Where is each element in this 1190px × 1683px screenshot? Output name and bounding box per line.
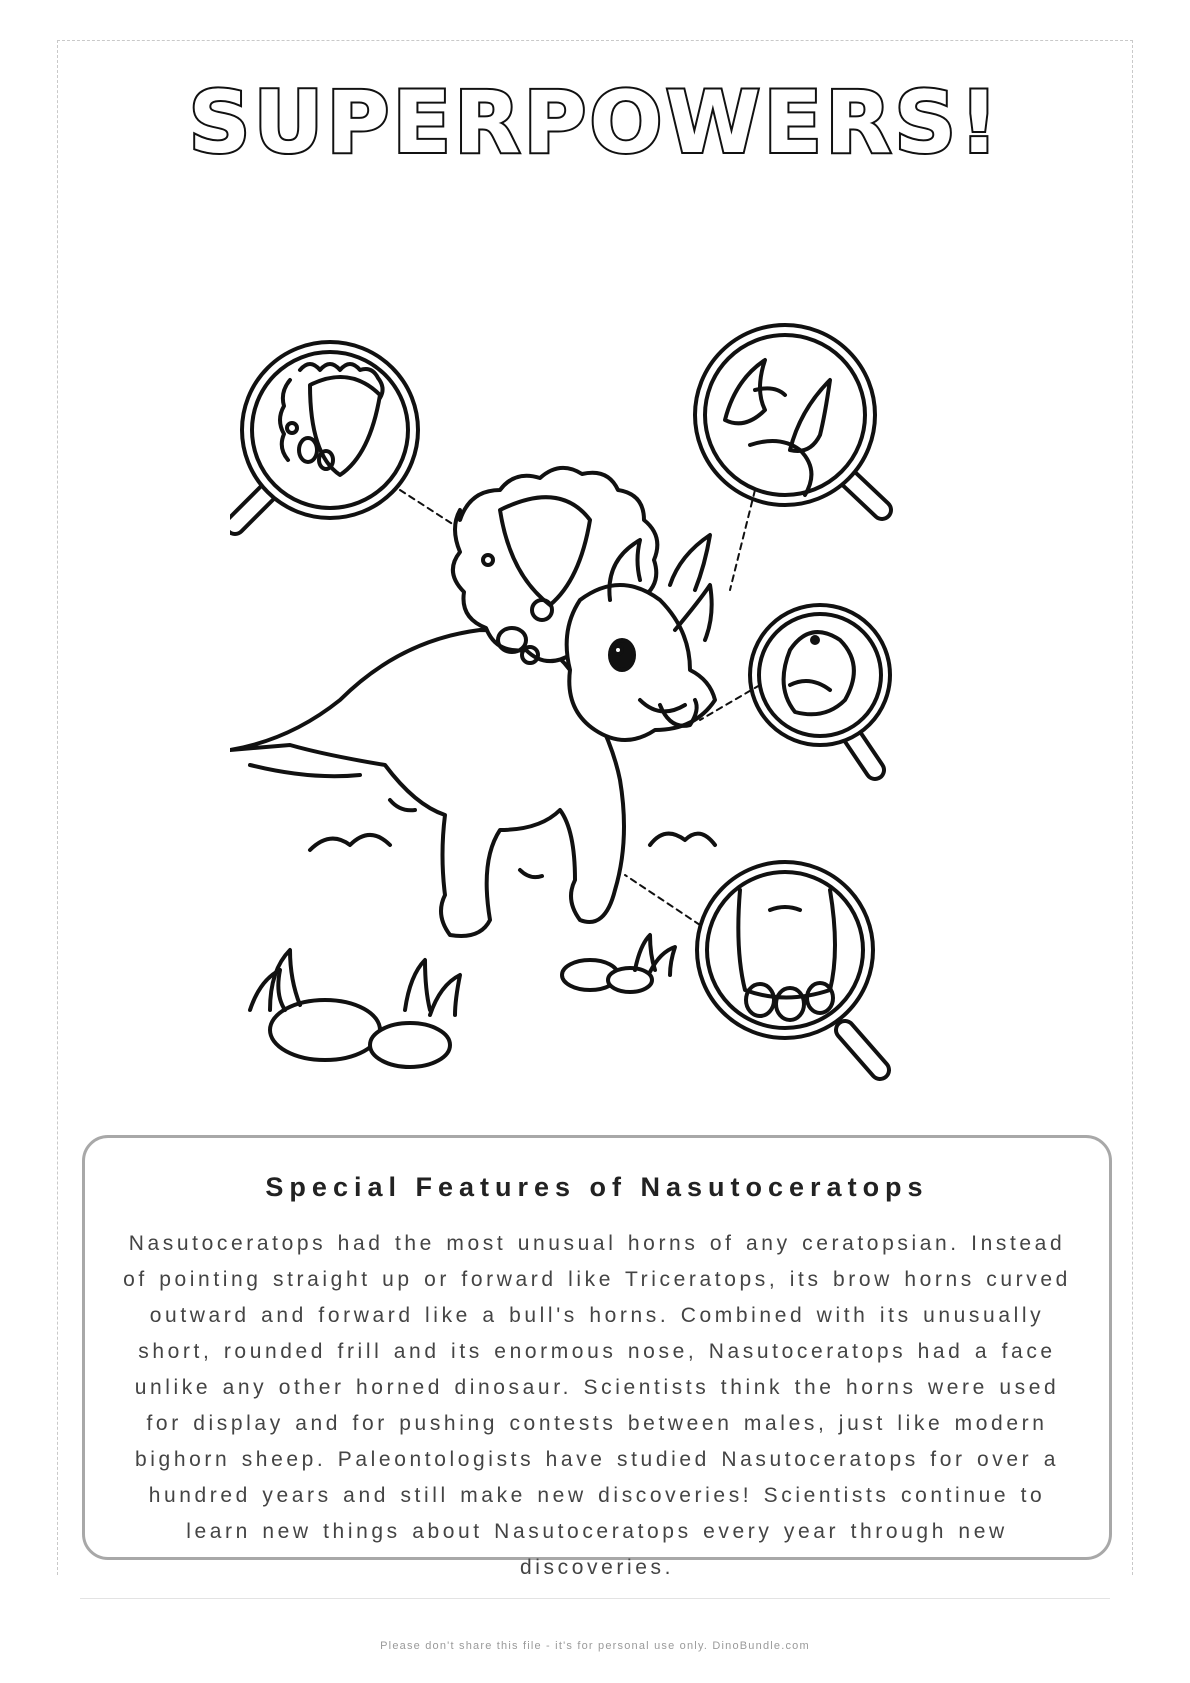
dinosaur-coloring-illustration [230,310,960,1120]
info-heading: Special Features of Nasutoceratops [265,1172,929,1202]
footer-notice: Please don't share this file - it's for personal use only. DinoBundle.com [380,1640,810,1652]
foot-magnifier [697,862,880,1070]
info-body-text: Nasutoceratops had the most unusual horns of any ceratopsian. Instead of pointing straight up or forward like Triceratops, its brow horns curved outward and forward like a bull's horns. Combined with its unusually short, rounded frill and its enormous nose, Nasutoceratops had a face unlike any other horned dinosaur. Scientists think the horns were used for display and for pushing contests between males, just like modern bighorn sheep. Paleontologists have studied Nasutoceratops for over a hundred years and still make new discoveries! Scientists continue to learn new things about Nasutoceratops every year through new discoveries. [123,1232,1071,1579]
dinosaur-body [230,630,624,936]
footer-divider [80,1598,1110,1599]
frill-magnifier [235,342,418,525]
info-box [82,1135,1112,1579]
page-title: SUPERPOWERS! [188,73,1002,173]
horns-magnifier [695,325,882,510]
beak-magnifier [750,605,890,770]
